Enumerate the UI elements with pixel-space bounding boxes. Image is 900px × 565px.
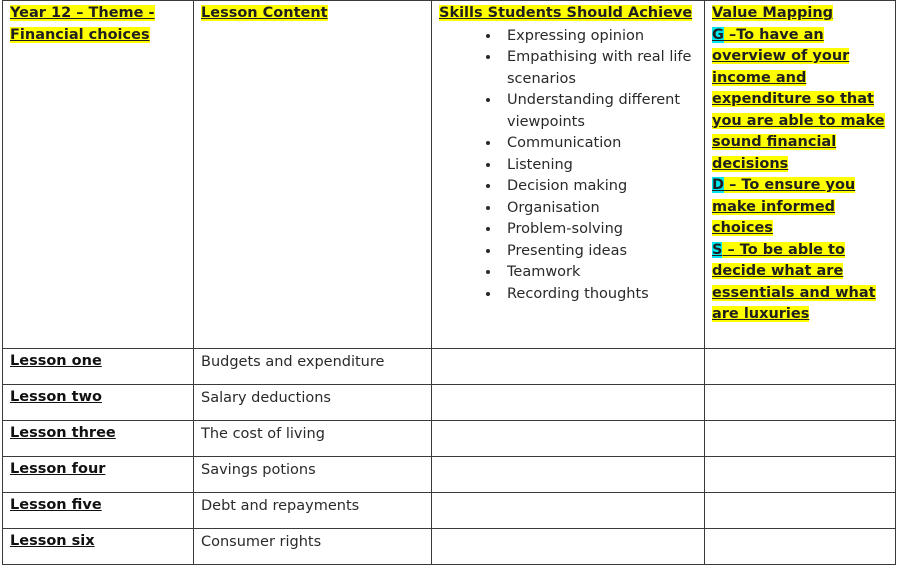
skills-cell	[432, 1, 705, 349]
value-letter-g: G	[712, 26, 724, 43]
content-heading-cell	[194, 1, 432, 349]
lesson-content: Budgets and expenditure	[194, 349, 432, 385]
lesson-row	[3, 529, 896, 565]
value-mapping-cell	[705, 1, 896, 349]
lesson-skills-empty	[432, 457, 705, 493]
value-d-text: make informed	[712, 198, 836, 215]
value-s-text: are luxuries	[712, 306, 810, 322]
value-s-text: essentials and what	[712, 284, 876, 301]
value-d-text: choices	[712, 220, 773, 236]
lesson-name: Lesson one	[10, 353, 102, 369]
lesson-content: The cost of living	[194, 421, 432, 457]
value-d-text: – To ensure you	[724, 177, 856, 193]
lesson-values-empty	[705, 421, 896, 457]
skill-item: • Empathising with real life scenarios	[501, 47, 697, 90]
skill-item: • Decision making	[501, 176, 697, 198]
lesson-plan-table	[2, 0, 896, 565]
value-g-text: decisions	[712, 155, 789, 172]
lesson-skills-empty	[432, 529, 705, 565]
lesson-row	[3, 349, 896, 385]
skill-item: • Presenting ideas	[501, 241, 697, 263]
lesson-name-cell	[3, 457, 194, 493]
lesson-values-empty	[705, 493, 896, 529]
lesson-name-cell	[3, 349, 194, 385]
skills-heading: Skills Students Should Achieve	[439, 5, 693, 21]
lesson-skills-empty	[432, 349, 705, 385]
value-g-text: expenditure so that	[712, 91, 874, 107]
value-mapping-heading: Value Mapping	[712, 5, 834, 21]
value-letter-s: S	[712, 241, 723, 258]
skill-item: • Expressing opinion	[501, 26, 697, 48]
skill-item: • Understanding different viewpoints	[501, 90, 697, 133]
skills-list	[439, 26, 697, 306]
lesson-row	[3, 421, 896, 457]
header-row	[3, 1, 896, 349]
lesson-name: Lesson two	[10, 389, 102, 405]
lesson-values-empty	[705, 457, 896, 493]
lesson-values-empty	[705, 529, 896, 565]
lesson-content: Consumer rights	[194, 529, 432, 565]
theme-cell	[3, 1, 194, 349]
lesson-name-cell	[3, 493, 194, 529]
lesson-name: Lesson six	[10, 533, 95, 549]
value-g-text: income and	[712, 69, 807, 86]
value-letter-d: D	[712, 177, 725, 193]
lesson-values-empty	[705, 349, 896, 385]
skill-item: • Organisation	[501, 198, 697, 220]
value-g-text: –To have an	[723, 26, 824, 43]
lesson-row	[3, 385, 896, 421]
value-g-text: sound financial	[712, 134, 837, 150]
lesson-name-cell	[3, 385, 194, 421]
lesson-row	[3, 493, 896, 529]
lesson-content: Debt and repayments	[194, 493, 432, 529]
lesson-name: Lesson four	[10, 461, 106, 477]
lesson-skills-empty	[432, 385, 705, 421]
lesson-skills-empty	[432, 421, 705, 457]
lesson-name: Lesson five	[10, 497, 102, 513]
lesson-content: Salary deductions	[194, 385, 432, 421]
value-s-text: – To be able to	[722, 241, 845, 258]
skill-item: • Recording thoughts	[501, 284, 697, 306]
content-heading: Lesson Content	[201, 5, 328, 21]
theme-line-1: Year 12 – Theme -	[10, 5, 155, 21]
lesson-content: Savings potions	[194, 457, 432, 493]
value-g-text: overview of your	[712, 48, 850, 64]
skill-item: • Problem-solving	[501, 219, 697, 241]
value-s-text: decide what are	[712, 263, 844, 279]
value-g-text: you are able to make	[712, 112, 885, 129]
skill-item: • Communication	[501, 133, 697, 155]
lesson-name: Lesson three	[10, 425, 116, 441]
lesson-values-empty	[705, 385, 896, 421]
skill-item: • Listening	[501, 155, 697, 177]
lesson-name-cell	[3, 421, 194, 457]
theme-line-2: Financial choices	[10, 26, 150, 43]
lesson-skills-empty	[432, 493, 705, 529]
lesson-row	[3, 457, 896, 493]
lesson-name-cell	[3, 529, 194, 565]
skill-item: • Teamwork	[501, 262, 697, 284]
